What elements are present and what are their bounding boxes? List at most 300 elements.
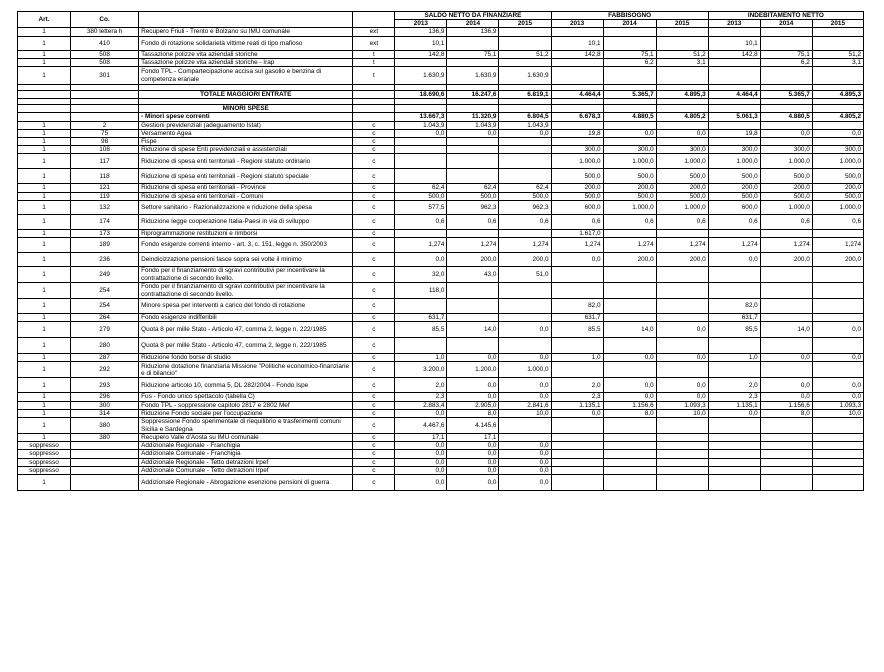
value-cell: 300,0	[603, 146, 656, 154]
summary-label: TOTALE MAGGIORI ENTRATE	[139, 91, 353, 99]
empty-cell	[18, 91, 71, 99]
value-cell: 6,2	[603, 58, 656, 66]
value-cell	[812, 418, 863, 434]
type-cell: c	[353, 378, 395, 393]
co-cell: 249	[71, 267, 139, 283]
value-cell: 1.000,0	[760, 200, 812, 214]
value-cell: 500,0	[499, 192, 551, 200]
empty-cell	[18, 113, 71, 121]
value-cell	[708, 58, 760, 66]
value-cell: 0,0	[447, 354, 499, 362]
value-cell: 3.200,0	[395, 362, 447, 378]
value-cell: 0,0	[551, 253, 603, 267]
summary-value: 4.880,5	[760, 113, 812, 121]
value-cell: 10,0	[812, 409, 863, 417]
value-cell	[447, 229, 499, 237]
value-cell: 1.156,6	[603, 401, 656, 409]
type-cell: c	[353, 283, 395, 299]
value-cell: 577,5	[395, 200, 447, 214]
value-cell	[708, 442, 760, 450]
table-row	[18, 192, 864, 200]
art-cell: soppresso	[18, 450, 71, 458]
value-cell: 0,0	[395, 450, 447, 458]
art-cell: 1	[18, 121, 71, 129]
value-cell	[603, 442, 656, 450]
type-cell: c	[353, 169, 395, 184]
value-cell	[603, 434, 656, 442]
value-cell: 0,0	[656, 378, 708, 393]
art-cell: 1	[18, 192, 71, 200]
value-cell	[603, 362, 656, 378]
value-cell	[708, 229, 760, 237]
empty-cell	[71, 91, 139, 99]
value-cell: 0,0	[603, 354, 656, 362]
value-cell: 300,0	[656, 146, 708, 154]
value-cell: 85,5	[708, 322, 760, 338]
value-cell: 0,0	[551, 409, 603, 417]
value-cell	[656, 229, 708, 237]
value-cell	[447, 138, 499, 146]
value-cell	[395, 338, 447, 354]
summary-value: 4.895,3	[812, 91, 863, 99]
value-cell: 10,1	[551, 36, 603, 50]
type-cell: c	[353, 154, 395, 169]
co-cell: 173	[71, 229, 139, 237]
value-cell: 75,1	[603, 50, 656, 58]
summary-value: 5.365,7	[603, 91, 656, 99]
value-cell	[395, 299, 447, 314]
description-cell: Addizionale Comunale - Tetto detrazioni Irpef	[139, 466, 353, 474]
value-cell: 32,0	[395, 267, 447, 283]
co-cell: 2	[71, 121, 139, 129]
art-cell: 1	[18, 354, 71, 362]
type-cell: t	[353, 67, 395, 85]
value-cell	[708, 67, 760, 85]
value-cell: 200,0	[812, 184, 863, 192]
value-cell	[499, 418, 551, 434]
value-cell	[708, 138, 760, 146]
empty-cell	[447, 105, 499, 113]
art-cell: 1	[18, 50, 71, 58]
value-cell: 1.000,0	[603, 154, 656, 169]
value-cell	[760, 36, 812, 50]
empty-cell	[551, 105, 603, 113]
table-row	[18, 322, 864, 338]
type-cell: c	[353, 314, 395, 322]
description-cell: Riduzione fondo borse di studio	[139, 354, 353, 362]
value-cell	[656, 267, 708, 283]
value-cell	[760, 299, 812, 314]
header-year: 2013	[708, 20, 760, 28]
value-cell: 1,274	[708, 238, 760, 253]
value-cell: 500,0	[551, 192, 603, 200]
type-cell: c	[353, 200, 395, 214]
co-cell: 254	[71, 283, 139, 299]
value-cell: 500,0	[603, 169, 656, 184]
summary-value: 6.819,1	[499, 91, 551, 99]
value-cell: 14,0	[603, 322, 656, 338]
value-cell: 300,0	[760, 146, 812, 154]
value-cell: 10,0	[499, 409, 551, 417]
description-cell: Settore sanitario - Razionalizzazione e riduzione della spesa	[139, 200, 353, 214]
empty-cell	[353, 91, 395, 99]
value-cell	[656, 138, 708, 146]
value-cell: 136,9	[447, 28, 499, 36]
value-cell: 600,0	[708, 200, 760, 214]
empty-cell	[395, 105, 447, 113]
value-cell: 500,0	[708, 169, 760, 184]
value-cell: 0,0	[760, 393, 812, 401]
value-cell	[395, 169, 447, 184]
value-cell	[812, 434, 863, 442]
co-cell: 108	[71, 146, 139, 154]
co-cell	[71, 475, 139, 491]
value-cell	[499, 299, 551, 314]
value-cell: 1,0	[395, 354, 447, 362]
value-cell: 1.135,1	[551, 401, 603, 409]
value-cell	[760, 418, 812, 434]
art-cell: soppresso	[18, 458, 71, 466]
summary-value: 4.805,2	[656, 113, 708, 121]
value-cell: 62,4	[395, 184, 447, 192]
value-cell	[551, 418, 603, 434]
value-cell: 1.000,0	[656, 154, 708, 169]
value-cell	[603, 229, 656, 237]
art-cell: 1	[18, 67, 71, 85]
type-cell: t	[353, 50, 395, 58]
table-row	[18, 238, 864, 253]
art-cell: 1	[18, 238, 71, 253]
value-cell	[708, 434, 760, 442]
value-cell	[812, 362, 863, 378]
co-cell: 279	[71, 322, 139, 338]
value-cell	[708, 466, 760, 474]
value-cell	[760, 67, 812, 85]
type-cell: ext	[353, 36, 395, 50]
type-cell: c	[353, 129, 395, 137]
value-cell: 118,0	[395, 283, 447, 299]
description-cell: Riduzione Fondo sociale per l'occupazione	[139, 409, 353, 417]
value-cell	[551, 362, 603, 378]
header-year: 2015	[656, 20, 708, 28]
value-cell: 0,6	[551, 214, 603, 229]
co-cell	[71, 458, 139, 466]
value-cell	[551, 338, 603, 354]
description-cell: Riduzione di spesa enti territoriali - Comuni	[139, 192, 353, 200]
value-cell	[708, 450, 760, 458]
value-cell	[656, 466, 708, 474]
description-cell: Fondo TPL - soppressione capitolo 2817 e 2802 Mef	[139, 401, 353, 409]
value-cell	[499, 338, 551, 354]
value-cell: 0,0	[499, 442, 551, 450]
table-row	[18, 434, 864, 442]
value-cell	[551, 466, 603, 474]
value-cell	[551, 450, 603, 458]
type-cell: c	[353, 354, 395, 362]
summary-value: 4.895,3	[656, 91, 708, 99]
value-cell	[551, 434, 603, 442]
value-cell: 1.093,3	[656, 401, 708, 409]
table-row	[18, 138, 864, 146]
header-saldo-netto: SALDO NETTO DA FINANZIARE	[395, 12, 551, 20]
value-cell: 500,0	[603, 192, 656, 200]
co-cell: 301	[71, 67, 139, 85]
value-cell	[812, 67, 863, 85]
value-cell	[499, 146, 551, 154]
header-year: 2014	[760, 20, 812, 28]
value-cell: 200,0	[447, 253, 499, 267]
value-cell	[551, 442, 603, 450]
value-cell: 0,6	[760, 214, 812, 229]
art-cell: 1	[18, 475, 71, 491]
co-cell: 292	[71, 362, 139, 378]
co-cell: 75	[71, 129, 139, 137]
type-cell: c	[353, 229, 395, 237]
value-cell	[395, 154, 447, 169]
value-cell: 1,0	[708, 354, 760, 362]
summary-label: - Minori spese correnti	[139, 113, 353, 121]
value-cell: 8,0	[447, 409, 499, 417]
empty-cell	[353, 105, 395, 113]
value-cell: 0,0	[656, 322, 708, 338]
value-cell	[812, 338, 863, 354]
value-cell: 51,2	[499, 50, 551, 58]
value-cell: 85,5	[551, 322, 603, 338]
value-cell: 0,0	[395, 442, 447, 450]
value-cell	[656, 450, 708, 458]
art-cell: 1	[18, 28, 71, 36]
value-cell: 51,2	[812, 50, 863, 58]
value-cell	[603, 314, 656, 322]
value-cell: 1.617,0	[551, 229, 603, 237]
value-cell: 631,7	[708, 314, 760, 322]
value-cell	[708, 338, 760, 354]
co-cell: 132	[71, 200, 139, 214]
table-row	[18, 214, 864, 229]
value-cell	[708, 475, 760, 491]
value-cell	[812, 36, 863, 50]
value-cell: 0,0	[447, 393, 499, 401]
value-cell: 200,0	[656, 253, 708, 267]
table-row	[18, 267, 864, 283]
value-cell	[551, 458, 603, 466]
type-cell: c	[353, 192, 395, 200]
header-year: 2015	[499, 20, 551, 28]
value-cell	[812, 121, 863, 129]
value-cell: 200,0	[656, 184, 708, 192]
value-cell: 8,0	[603, 409, 656, 417]
value-cell	[812, 442, 863, 450]
description-cell: Fus - Fondo unico spettacolo (tabella C)	[139, 393, 353, 401]
art-cell: 1	[18, 393, 71, 401]
table-row	[18, 58, 864, 66]
table-row	[18, 442, 864, 450]
value-cell: 0,0	[656, 354, 708, 362]
description-cell: Fondo esigenze indifferibili	[139, 314, 353, 322]
value-cell	[760, 475, 812, 491]
co-cell: 189	[71, 238, 139, 253]
header-year: 2013	[551, 20, 603, 28]
value-cell	[708, 458, 760, 466]
summary-value: 5.061,3	[708, 113, 760, 121]
value-cell: 500,0	[760, 169, 812, 184]
value-cell: 0,0	[395, 253, 447, 267]
value-cell: 1.093,3	[812, 401, 863, 409]
value-cell: 0,0	[812, 322, 863, 338]
value-cell: 0,0	[499, 378, 551, 393]
header-fabbisogno: FABBISOGNO	[551, 12, 708, 20]
value-cell: 136,9	[395, 28, 447, 36]
value-cell: 0,0	[447, 475, 499, 491]
value-cell	[499, 58, 551, 66]
value-cell: 1.000,0	[499, 362, 551, 378]
empty-cell	[760, 105, 812, 113]
summary-row	[18, 91, 864, 99]
type-cell: c	[353, 338, 395, 354]
value-cell: 0,0	[395, 458, 447, 466]
description-cell: Minore spesa per interventi a carico del fondo di rotazione	[139, 299, 353, 314]
value-cell: 500,0	[812, 169, 863, 184]
value-cell: 6,2	[760, 58, 812, 66]
value-cell: 500,0	[551, 169, 603, 184]
value-cell: 1.630,9	[447, 67, 499, 85]
description-cell: Tassazione polizze vita aziendali storiche - Irap	[139, 58, 353, 66]
value-cell	[395, 58, 447, 66]
description-cell: Fondo per il finanziamento di sgravi contributivi per incentivare la contrattazione di secondo livello.	[139, 283, 353, 299]
value-cell: 1,274	[656, 238, 708, 253]
value-cell: 0,0	[812, 393, 863, 401]
type-cell: c	[353, 409, 395, 417]
table-row	[18, 229, 864, 237]
description-cell: Fondo di rotazione solidarietà vittime reati di tipo mafioso	[139, 36, 353, 50]
co-cell: 508	[71, 50, 139, 58]
value-cell	[447, 58, 499, 66]
value-cell: 0,0	[708, 409, 760, 417]
value-cell: 2,0	[708, 378, 760, 393]
art-cell: soppresso	[18, 466, 71, 474]
empty-cell	[71, 105, 139, 113]
art-cell: 1	[18, 200, 71, 214]
value-cell	[603, 283, 656, 299]
table-row	[18, 458, 864, 466]
art-cell: 1	[18, 314, 71, 322]
summary-value: 13.667,3	[395, 113, 447, 121]
value-cell: 0,0	[499, 322, 551, 338]
value-cell	[551, 67, 603, 85]
art-cell: 1	[18, 378, 71, 393]
description-cell: Fondo esigenze correnti interno - art. 3, c. 151, legge n. 350/2003	[139, 238, 353, 253]
value-cell: 200,0	[603, 184, 656, 192]
value-cell: 2.883,4	[395, 401, 447, 409]
value-cell: 0,0	[499, 450, 551, 458]
header-year: 2015	[812, 20, 863, 28]
description-cell: Tassazione polizze vita aziendali storiche	[139, 50, 353, 58]
table-row	[18, 36, 864, 50]
table-row	[18, 354, 864, 362]
value-cell: 1,274	[395, 238, 447, 253]
value-cell: 0,6	[395, 214, 447, 229]
value-cell	[499, 169, 551, 184]
description-cell: Riduzione di spesa enti territoriali - Regioni statuto speciale	[139, 169, 353, 184]
value-cell: 0,0	[812, 129, 863, 137]
value-cell: 1,274	[812, 238, 863, 253]
value-cell: 500,0	[656, 169, 708, 184]
value-cell: 75,1	[760, 50, 812, 58]
value-cell: 4.467,6	[395, 418, 447, 434]
art-cell: 1	[18, 418, 71, 434]
value-cell	[812, 28, 863, 36]
art-cell: 1	[18, 299, 71, 314]
value-cell: 1,274	[603, 238, 656, 253]
value-cell: 0,0	[499, 466, 551, 474]
co-cell: 508	[71, 58, 139, 66]
description-cell: Riduzione di spesa enti territoriali - Province	[139, 184, 353, 192]
value-cell: 0,6	[656, 214, 708, 229]
value-cell	[760, 229, 812, 237]
value-cell: 0,0	[603, 129, 656, 137]
value-cell: 2.841,6	[499, 401, 551, 409]
summary-value: 4.805,2	[812, 113, 863, 121]
value-cell: 0,6	[603, 214, 656, 229]
value-cell: 0,0	[395, 409, 447, 417]
value-cell: 500,0	[395, 192, 447, 200]
art-cell: 1	[18, 283, 71, 299]
value-cell: 200,0	[760, 253, 812, 267]
value-cell: 1.630,9	[499, 67, 551, 85]
co-cell: 174	[71, 214, 139, 229]
value-cell	[447, 169, 499, 184]
header-art: Art.	[18, 12, 71, 28]
value-cell	[447, 299, 499, 314]
co-cell	[71, 466, 139, 474]
value-cell	[656, 338, 708, 354]
value-cell: 0,0	[760, 378, 812, 393]
header-year: 2013	[395, 20, 447, 28]
summary-value: 18.690,6	[395, 91, 447, 99]
type-cell: c	[353, 253, 395, 267]
value-cell	[551, 121, 603, 129]
value-cell: 1.000,0	[812, 154, 863, 169]
value-cell	[812, 138, 863, 146]
value-cell	[551, 28, 603, 36]
value-cell: 10,1	[395, 36, 447, 50]
value-cell: 0,0	[447, 129, 499, 137]
co-cell: 280	[71, 338, 139, 354]
value-cell	[656, 67, 708, 85]
value-cell: 300,0	[812, 146, 863, 154]
value-cell: 1,274	[447, 238, 499, 253]
type-cell: c	[353, 466, 395, 474]
value-cell: 1,274	[760, 238, 812, 253]
value-cell	[760, 138, 812, 146]
description-cell: Deindicizzazione pensioni fasce sopra sei volte il minimo	[139, 253, 353, 267]
value-cell	[499, 229, 551, 237]
value-cell: 1.000,0	[551, 154, 603, 169]
table-row	[18, 154, 864, 169]
value-cell	[551, 138, 603, 146]
empty-cell	[499, 105, 551, 113]
summary-value: 4.464,4	[551, 91, 603, 99]
value-cell: 0,6	[812, 214, 863, 229]
value-cell	[551, 283, 603, 299]
value-cell	[603, 267, 656, 283]
description-cell: Recupero Valle d'Aosta su IMU comunale	[139, 434, 353, 442]
value-cell	[760, 466, 812, 474]
empty-cell	[656, 105, 708, 113]
value-cell	[499, 28, 551, 36]
value-cell: 142,8	[551, 50, 603, 58]
type-cell: c	[353, 401, 395, 409]
